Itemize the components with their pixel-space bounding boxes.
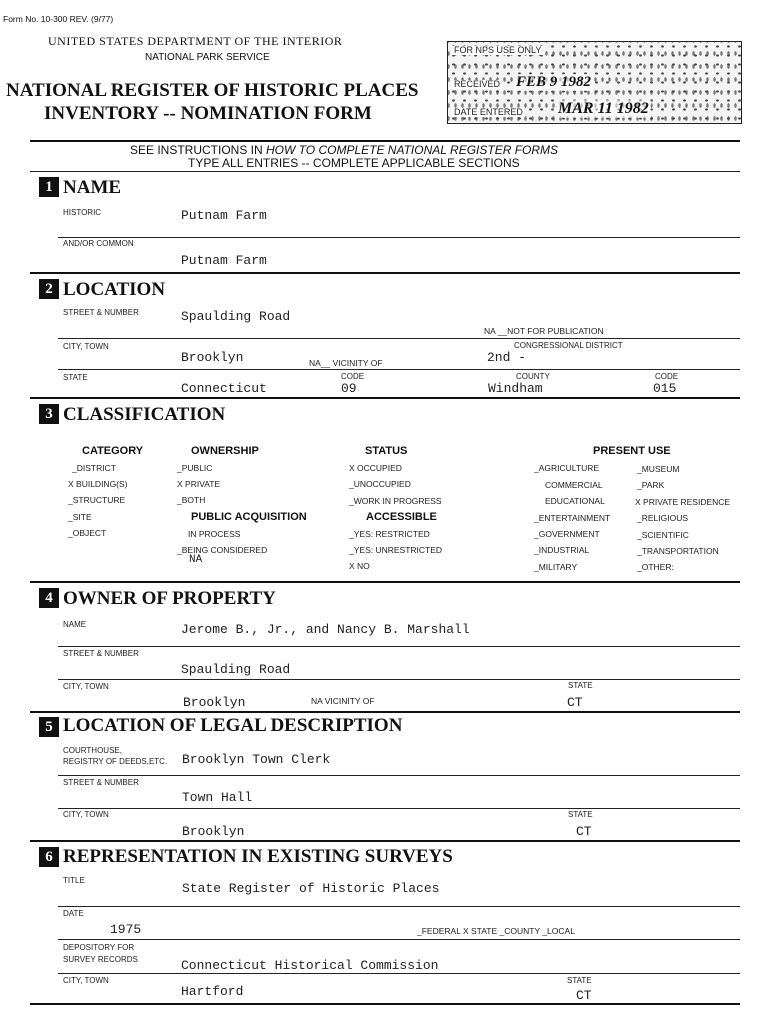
received-label: RECEIVED: [454, 79, 501, 89]
service-name: NATIONAL PARK SERVICE: [145, 52, 270, 63]
rule: [30, 711, 740, 713]
category-option: _SITE: [68, 512, 92, 522]
accessible-option: _YES: UNRESTRICTED: [349, 545, 443, 555]
category-heading: CATEGORY: [82, 445, 144, 457]
form-title-1: NATIONAL REGISTER OF HISTORIC PLACES: [6, 80, 419, 101]
nps-use-only-box: [447, 41, 742, 124]
owner-city: Brooklyn: [183, 695, 246, 710]
section-3-number: 3: [39, 404, 59, 424]
status-option: _WORK IN PROGRESS: [349, 496, 442, 506]
rule: [30, 397, 740, 399]
present-use-option: _MUSEUM: [637, 464, 680, 474]
historic-label: HISTORIC: [63, 208, 102, 217]
rule: [30, 1003, 740, 1005]
nps-label: FOR NPS USE ONLY: [454, 45, 542, 55]
legal-street: Town Hall: [182, 790, 253, 805]
category-option: X BUILDING(S): [68, 479, 128, 489]
city-label: CITY, TOWN: [63, 342, 109, 351]
state-label: STATE: [63, 373, 88, 382]
status-option: X OCCUPIED: [349, 463, 402, 473]
survey-records-label: SURVEY RECORDS: [63, 955, 138, 964]
rule: [58, 973, 740, 974]
owner-name-label: NAME: [63, 620, 87, 629]
depository: Connecticut Historical Commission: [181, 958, 439, 973]
present-use-option: _MILITARY: [534, 562, 578, 572]
location-street: Spaulding Road: [181, 309, 291, 324]
owner-state: CT: [567, 695, 583, 710]
rule: [58, 939, 740, 940]
county-label: COUNTY: [516, 372, 550, 381]
section-2-number: 2: [39, 279, 59, 299]
street-label: STREET & NUMBER: [63, 308, 139, 317]
section-6-number: 6: [39, 847, 59, 867]
received-stamp: FEB 9 1982: [516, 74, 592, 90]
section-3-title: CLASSIFICATION: [63, 404, 226, 425]
present-use-option: _INDUSTRIAL: [534, 545, 590, 555]
acquisition-option: IN PROCESS: [188, 529, 241, 539]
acquisition-na: NA: [189, 554, 203, 566]
present-use-option: _PARK: [637, 480, 665, 490]
acquisition-option: _BEING CONSIDERED: [177, 545, 268, 555]
date-entered-label: DATE ENTERED: [454, 107, 523, 117]
legal-city: Brooklyn: [182, 824, 245, 839]
present-use-option: EDUCATIONAL: [545, 496, 605, 506]
ownership-option: _BOTH: [177, 495, 206, 505]
ownership-heading: OWNERSHIP: [191, 445, 259, 457]
common-label: AND/OR COMMON: [63, 239, 134, 248]
accessible-option: _YES: RESTRICTED: [349, 529, 430, 539]
category-option: _DISTRICT: [72, 463, 116, 473]
owner-name: Jerome B., Jr., and Nancy B. Marshall: [181, 622, 470, 637]
date-entered-stamp: MAR 11 1982: [558, 100, 649, 117]
department-name: UNITED STATES DEPARTMENT OF THE INTERIOR: [48, 34, 343, 48]
owner-state-label: STATE: [568, 681, 593, 690]
ownership-option: _PUBLIC: [177, 463, 213, 473]
vicinity: NA__ VICINITY OF: [309, 358, 383, 368]
rule: [30, 581, 740, 583]
instructions-line-2: TYPE ALL ENTRIES -- COMPLETE APPLICABLE SECTIONS: [188, 156, 520, 170]
public-acquisition-heading: PUBLIC ACQUISITION: [191, 511, 307, 523]
survey-date: 1975: [110, 922, 142, 937]
present-use-option: _TRANSPORTATION: [637, 546, 719, 556]
section-6-title: REPRESENTATION IN EXISTING SURVEYS: [63, 846, 453, 867]
congressional-district-label: CONGRESSIONAL DISTRICT: [514, 341, 623, 350]
rule: [30, 272, 740, 274]
county-code-label: CODE: [655, 372, 679, 381]
present-use-option: COMMERCIAL: [545, 480, 603, 490]
form-title-2: INVENTORY -- NOMINATION FORM: [44, 103, 372, 124]
section-4-title: OWNER OF PROPERTY: [63, 588, 276, 609]
rule: [58, 338, 740, 339]
rule: [30, 171, 740, 172]
section-1-title: NAME: [63, 177, 122, 198]
form-number: Form No. 10-300 REV. (9/77): [3, 14, 114, 24]
present-use-option: _GOVERNMENT: [534, 529, 600, 539]
not-for-publication: NA __NOT FOR PUBLICATION: [484, 326, 604, 336]
state-code: 09: [341, 381, 357, 396]
status-heading: STATUS: [365, 445, 408, 457]
county: Windham: [488, 381, 543, 396]
location-city: Brooklyn: [181, 350, 244, 365]
instructions-text: SEE INSTRUCTIONS IN: [130, 143, 267, 157]
survey-city-label: CITY, TOWN: [63, 976, 109, 985]
section-2-title: LOCATION: [63, 279, 166, 300]
historic-name: Putnam Farm: [181, 208, 267, 223]
rule: [58, 775, 740, 776]
rule: [30, 840, 740, 842]
instructions-line-1: [130, 143, 558, 157]
present-use-option: _OTHER:: [637, 562, 674, 572]
survey-title: State Register of Historic Places: [182, 881, 440, 896]
survey-city: Hartford: [181, 984, 244, 999]
legal-city-label: CITY, TOWN: [63, 810, 109, 819]
accessible-heading: ACCESSIBLE: [366, 511, 437, 523]
legal-street-label: STREET & NUMBER: [63, 778, 139, 787]
present-use-option: _RELIGIOUS: [637, 513, 689, 523]
present-use-option: _AGRICULTURE: [534, 463, 600, 473]
rule: [58, 237, 740, 238]
survey-title-label: TITLE: [63, 876, 85, 885]
section-5-number: 5: [39, 717, 59, 737]
survey-state: CT: [576, 988, 592, 1003]
depository-label: DEPOSITORY FOR: [63, 943, 135, 952]
instructions-manual: HOW TO COMPLETE NATIONAL REGISTER FORMS: [266, 143, 559, 157]
owner-street-label: STREET & NUMBER: [63, 649, 139, 658]
section-4-number: 4: [39, 588, 59, 608]
rule: [30, 140, 740, 142]
status-option: _UNOCCUPIED: [349, 479, 411, 489]
courthouse-label: COURTHOUSE,: [63, 746, 122, 755]
rule: [58, 808, 740, 809]
section-1-number: 1: [39, 177, 59, 197]
registry-label: REGISTRY OF DEEDS,ETC.: [63, 757, 168, 766]
owner-vicinity: NA VICINITY OF: [311, 696, 375, 706]
congressional-district: 2nd -: [487, 350, 527, 365]
rule: [58, 369, 740, 370]
owner-city-label: CITY, TOWN: [63, 682, 109, 691]
survey-levels: _FEDERAL X STATE _COUNTY _LOCAL: [417, 926, 575, 936]
present-use-option: X PRIVATE RESIDENCE: [635, 497, 731, 507]
rule: [58, 906, 740, 907]
rule: [58, 646, 740, 647]
accessible-option: X NO: [349, 561, 370, 571]
present-use-heading: PRESENT USE: [593, 445, 671, 457]
survey-state-label: STATE: [567, 976, 592, 985]
location-state: Connecticut: [181, 381, 267, 396]
common-name: Putnam Farm: [181, 253, 267, 268]
present-use-option: _SCIENTIFIC: [637, 530, 689, 540]
present-use-option: _ENTERTAINMENT: [534, 513, 611, 523]
category-option: _OBJECT: [68, 528, 107, 538]
section-5-title: LOCATION OF LEGAL DESCRIPTION: [63, 715, 403, 736]
rule: [58, 679, 740, 680]
state-code-label: CODE: [341, 372, 365, 381]
category-option: _STRUCTURE: [68, 495, 126, 505]
courthouse: Brooklyn Town Clerk: [182, 752, 331, 767]
county-code: 015: [653, 381, 677, 396]
legal-state: CT: [576, 824, 592, 839]
legal-state-label: STATE: [568, 810, 593, 819]
owner-street: Spaulding Road: [181, 662, 291, 677]
survey-date-label: DATE: [63, 909, 84, 918]
ownership-option: X PRIVATE: [177, 479, 221, 489]
